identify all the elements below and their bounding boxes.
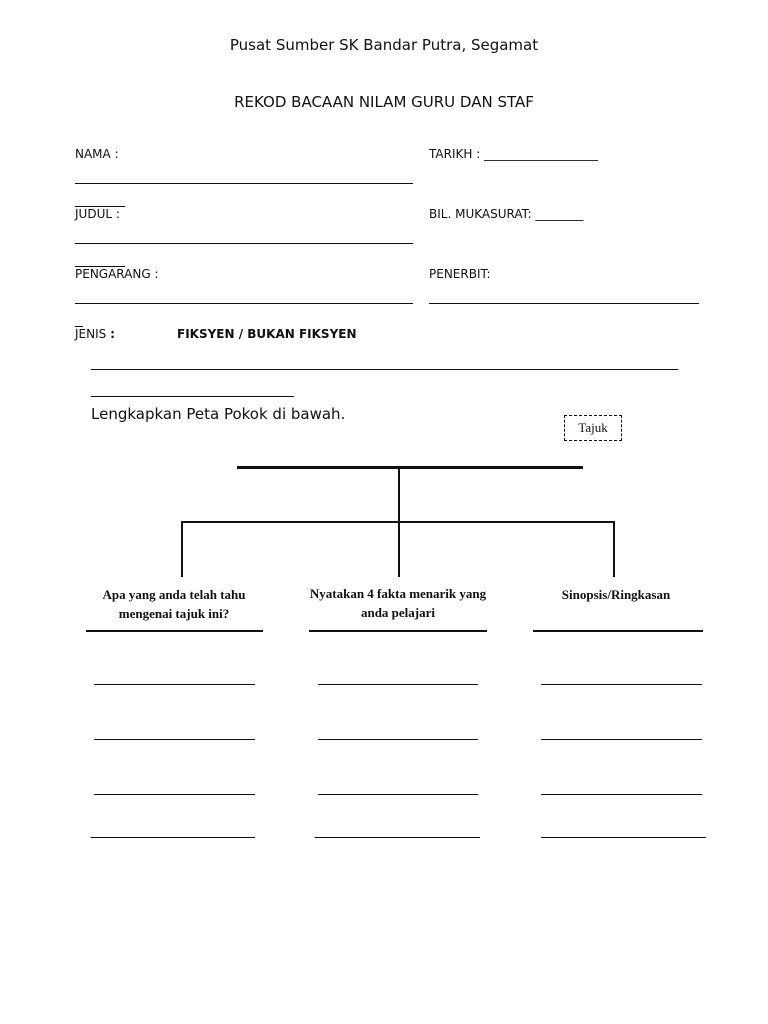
branch-3-answer-2[interactable] xyxy=(541,739,702,740)
jenis-label xyxy=(75,327,115,341)
branch-3-answer-3[interactable] xyxy=(541,794,702,795)
tree-branch-left xyxy=(181,521,183,577)
branch-3-answer-4[interactable] xyxy=(541,837,706,838)
branch-2-answer-4[interactable] xyxy=(315,837,480,838)
bil-mukasurat-label: BIL. MUKASURAT: ________ xyxy=(429,207,584,221)
branch-3-heading xyxy=(526,585,706,604)
jenis-text: JENIS xyxy=(75,327,107,341)
branch-3-underline xyxy=(533,630,703,632)
jenis-options[interactable]: FIKSYEN / BUKAN FIKSYEN xyxy=(177,327,357,341)
branch-1-line2: mengenai tajuk ini? xyxy=(118,606,230,621)
branch-2-answer-2[interactable] xyxy=(318,739,478,740)
instruction-text: Lengkapkan Peta Pokok di bawah. xyxy=(91,405,346,423)
penerbit-label: PENERBIT: xyxy=(429,267,491,281)
tree-branch-middle xyxy=(398,521,400,577)
branch-2-line1: Nyatakan 4 fakta menarik yang xyxy=(309,586,487,601)
judul-line[interactable] xyxy=(75,243,413,244)
tajuk-box xyxy=(564,415,622,441)
branch-2-heading xyxy=(290,584,506,622)
branch-2-underline xyxy=(309,630,487,632)
branch-2-answer-3[interactable] xyxy=(318,794,478,795)
branch-2-line2: anda pelajari xyxy=(360,605,436,620)
judul-label: JUDUL : xyxy=(75,207,120,221)
branch-1-answer-3[interactable] xyxy=(94,794,255,795)
branch-2-answer-1[interactable] xyxy=(318,684,478,685)
nama-line[interactable] xyxy=(75,183,413,184)
branch-3-answer-1[interactable] xyxy=(541,684,702,685)
penerbit-line[interactable] xyxy=(429,303,699,304)
form-title: REKOD BACAAN NILAM GURU DAN STAF xyxy=(234,93,534,111)
branch-1-answer-1[interactable] xyxy=(94,684,255,685)
nama-label: NAMA : xyxy=(75,147,119,161)
branch-1-answer-4[interactable] xyxy=(91,837,255,838)
tree-trunk xyxy=(398,467,400,522)
jenis-colon: : xyxy=(110,327,115,341)
tarikh-label: TARIKH : ___________________ xyxy=(429,147,599,161)
jenis-line[interactable] xyxy=(91,369,678,370)
pengarang-line[interactable] xyxy=(75,303,413,304)
branch-1-underline xyxy=(86,630,263,632)
branch-1-line1: Apa yang anda telah tahu xyxy=(102,587,246,602)
tree-branch-right xyxy=(613,521,615,577)
branch-3-line1: Sinopsis/Ringkasan xyxy=(561,587,671,602)
tree-top-line[interactable] xyxy=(237,466,583,469)
jenis-line-short xyxy=(91,396,294,397)
branch-1-answer-2[interactable] xyxy=(94,739,255,740)
school-name: Pusat Sumber SK Bandar Putra, Segamat xyxy=(229,36,539,54)
tajuk-label: Tajuk xyxy=(578,420,608,435)
branch-1-heading xyxy=(84,585,264,623)
pengarang-label: PENGARANG : xyxy=(75,267,159,281)
